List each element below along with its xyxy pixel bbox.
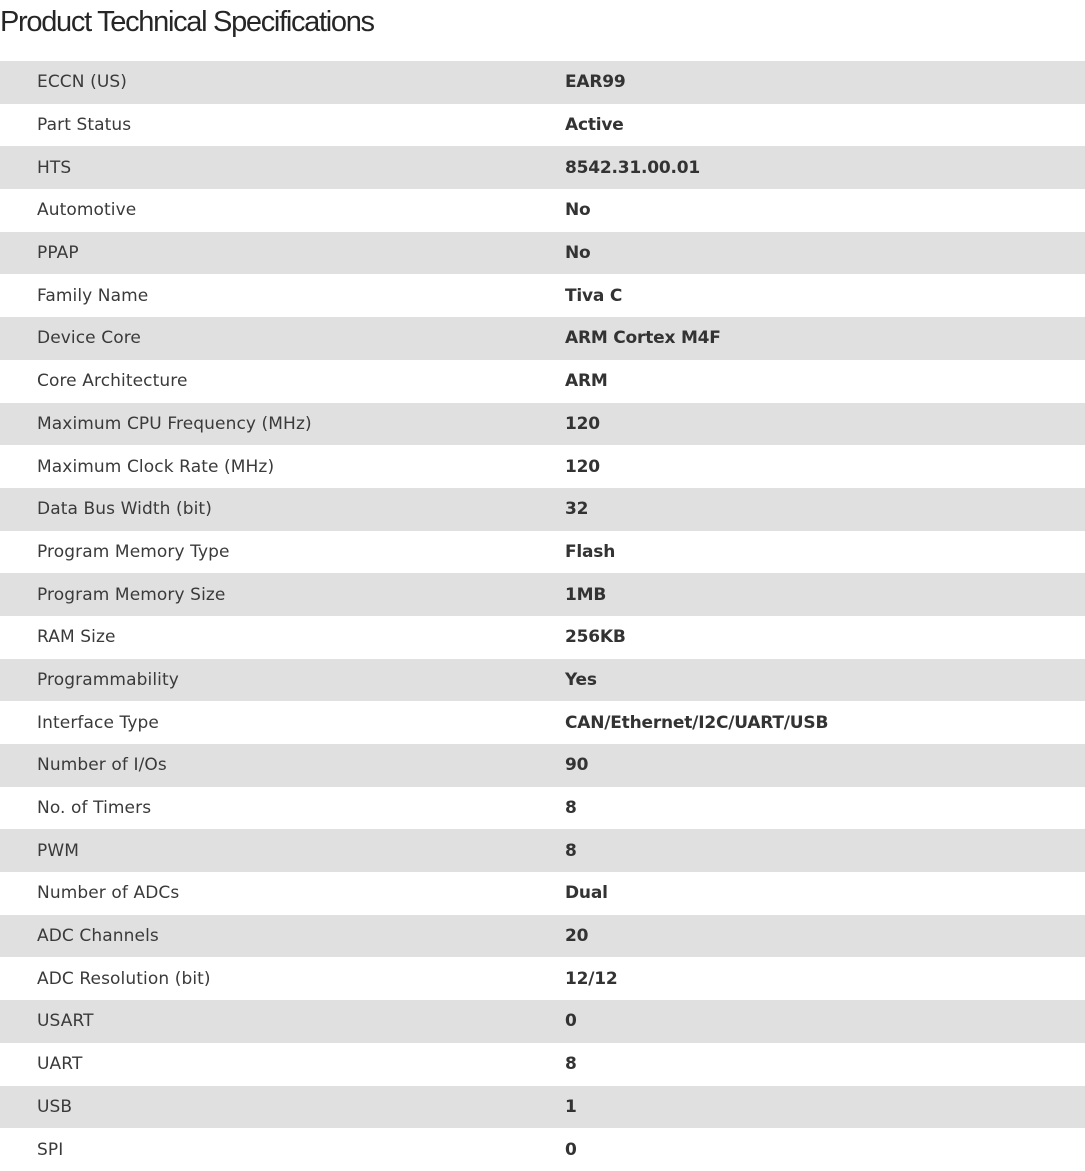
table-row: [0, 403, 1085, 446]
spec-label: ADC Channels: [37, 926, 159, 947]
spec-value: 120: [565, 456, 600, 477]
table-row: [0, 531, 1085, 574]
spec-value: 20: [565, 926, 589, 947]
spec-label: PPAP: [37, 243, 79, 264]
table-row: [0, 872, 1085, 915]
table-row: [0, 104, 1085, 147]
spec-label: Number of ADCs: [37, 883, 180, 904]
table-row: [0, 488, 1085, 531]
spec-label: ADC Resolution (bit): [37, 968, 211, 989]
table-row: [0, 445, 1085, 488]
spec-label: RAM Size: [37, 627, 116, 648]
spec-value: 8542.31.00.01: [565, 157, 701, 178]
spec-value: Active: [565, 115, 624, 136]
spec-label: Program Memory Type: [37, 541, 230, 562]
spec-value: 0: [565, 1139, 577, 1160]
spec-value: CAN/Ethernet/I2C/UART/USB: [565, 712, 829, 733]
table-row: [0, 787, 1085, 830]
table-row: [0, 957, 1085, 1000]
spec-label: USART: [37, 1011, 94, 1032]
spec-label: Part Status: [37, 115, 132, 136]
spec-label: Interface Type: [37, 712, 159, 733]
spec-label: UART: [37, 1054, 83, 1075]
spec-label: USB: [37, 1096, 73, 1117]
table-row: [0, 274, 1085, 317]
spec-label: No. of Timers: [37, 798, 152, 819]
spec-value: No: [565, 243, 591, 264]
spec-value: Tiva C: [565, 285, 623, 306]
spec-value: 8: [565, 1054, 577, 1075]
spec-value: ARM: [565, 371, 608, 392]
table-row: [0, 744, 1085, 787]
spec-label: ECCN (US): [37, 72, 128, 93]
spec-value: 90: [565, 755, 589, 776]
table-row: [0, 1000, 1085, 1043]
spec-label: Data Bus Width (bit): [37, 499, 212, 520]
spec-label: Programmability: [37, 669, 179, 690]
spec-value: 0: [565, 1011, 577, 1032]
table-row: [0, 1043, 1085, 1086]
table-row: [0, 701, 1085, 744]
spec-value: No: [565, 200, 591, 221]
table-row: [0, 317, 1085, 360]
table-row: [0, 573, 1085, 616]
spec-value: EAR99: [565, 72, 626, 93]
spec-label: SPI: [37, 1139, 64, 1160]
spec-value: 12/12: [565, 968, 618, 989]
spec-label: Program Memory Size: [37, 584, 226, 605]
spec-label: Automotive: [37, 200, 137, 221]
spec-label: Core Architecture: [37, 371, 188, 392]
table-row: [0, 1086, 1085, 1129]
table-row: [0, 616, 1085, 659]
spec-label: Maximum CPU Frequency (MHz): [37, 413, 312, 434]
spec-label: Maximum Clock Rate (MHz): [37, 456, 275, 477]
page-title: Product Technical Specifications: [0, 6, 374, 38]
spec-label: Family Name: [37, 285, 149, 306]
spec-label: HTS: [37, 157, 72, 178]
spec-table: [0, 61, 1085, 1171]
spec-value: 32: [565, 499, 589, 520]
table-row: [0, 232, 1085, 275]
spec-value: 8: [565, 798, 577, 819]
table-row: [0, 146, 1085, 189]
spec-value: Yes: [565, 669, 597, 690]
spec-value: 256KB: [565, 627, 626, 648]
spec-value: Dual: [565, 883, 608, 904]
table-row: [0, 1128, 1085, 1171]
spec-value: 1: [565, 1096, 577, 1117]
spec-value: Flash: [565, 541, 616, 562]
table-row: [0, 659, 1085, 702]
table-row: [0, 189, 1085, 232]
spec-value: 120: [565, 413, 600, 434]
spec-label: Device Core: [37, 328, 141, 349]
spec-value: 8: [565, 840, 577, 861]
table-row: [0, 915, 1085, 958]
table-row: [0, 360, 1085, 403]
spec-value: ARM Cortex M4F: [565, 328, 721, 349]
table-row: [0, 829, 1085, 872]
spec-label: Number of I/Os: [37, 755, 167, 776]
spec-label: PWM: [37, 840, 80, 861]
spec-value: 1MB: [565, 584, 607, 605]
table-row: [0, 61, 1085, 104]
